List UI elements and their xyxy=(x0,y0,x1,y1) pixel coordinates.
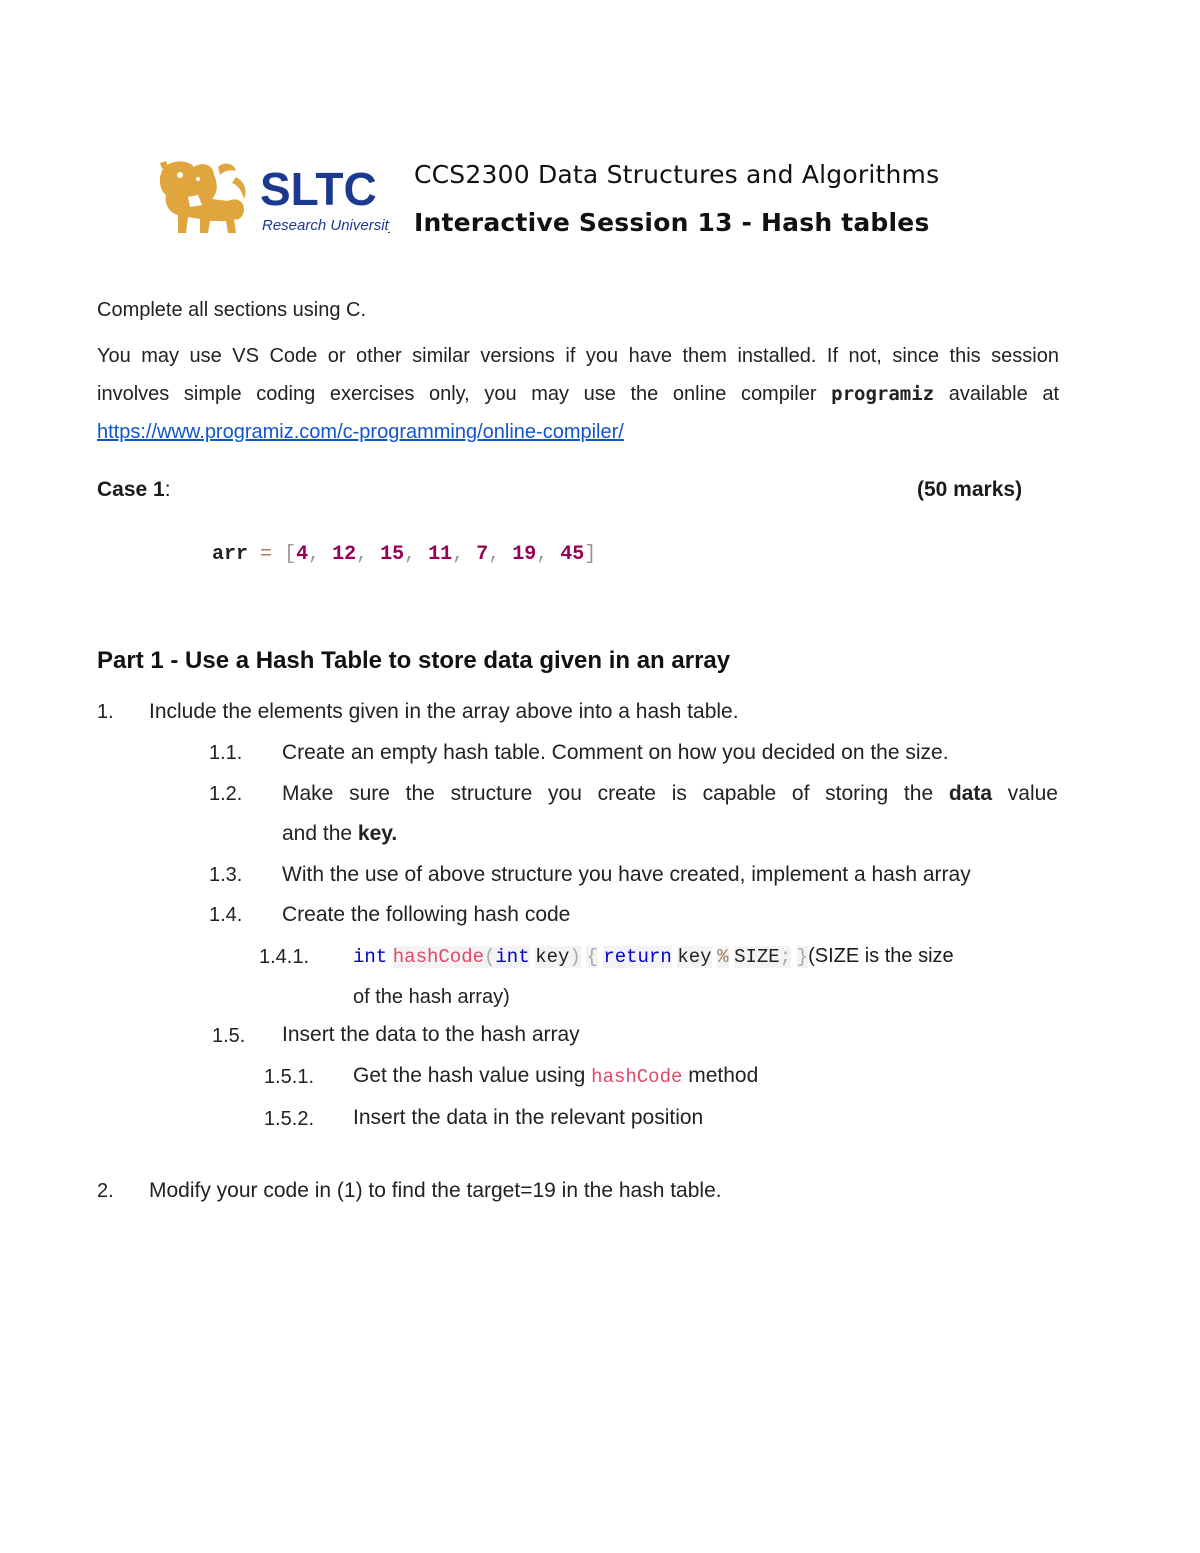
list-item-text-continued xyxy=(282,822,397,846)
array-value: 19 xyxy=(512,543,537,566)
code-token: hashCode xyxy=(392,946,484,968)
case-heading xyxy=(97,478,171,502)
list-number: 1.4.1. xyxy=(259,946,310,968)
logo-text: SLTC xyxy=(260,163,377,215)
intro-text: involves simple coding exercises only, you may use the online compiler xyxy=(97,383,817,405)
list-number: 1.5.1. xyxy=(264,1066,315,1088)
list-item-text: Modify your code in (1) to find the target=19 in the hash table. xyxy=(149,1179,722,1202)
code-token: % xyxy=(717,946,729,968)
course-title: CCS2300 Data Structures and Algorithms xyxy=(414,160,940,189)
lion-emblem-icon xyxy=(158,157,390,239)
list-number: 1.1. xyxy=(209,742,243,764)
intro-paragraph-line-1: You may use VS Code or other similar versions if you have them installed. If not, since this session xyxy=(97,345,1059,367)
code-token: ( xyxy=(484,946,496,968)
list-number: 1. xyxy=(97,701,114,723)
code-token: { xyxy=(586,946,598,968)
list-number: 1.2. xyxy=(209,783,243,805)
hashcode-code-line xyxy=(353,945,954,968)
item-text: method xyxy=(688,1064,759,1087)
list-item-text: Insert the data in the relevant position xyxy=(353,1106,704,1129)
list-number: 1.3. xyxy=(209,864,243,886)
list-item-text: Create the following hash code xyxy=(282,903,571,926)
code-token: SIZE xyxy=(734,946,780,968)
array-value: 11 xyxy=(428,543,453,566)
sltc-logo xyxy=(158,157,390,239)
item-bold-word: data xyxy=(948,782,993,805)
array-value: 4 xyxy=(296,543,309,566)
list-number: 1.5. xyxy=(212,1025,246,1047)
session-title: Interactive Session 13 - Hash tables xyxy=(414,208,930,237)
array-value: 15 xyxy=(380,543,405,566)
intro-text-end: available at xyxy=(948,383,1060,405)
list-item-text: Insert the data to the hash array xyxy=(282,1023,580,1046)
intro-paragraph-line-2 xyxy=(97,383,1059,406)
list-item-text: With the use of above structure you have created, implement a hash array xyxy=(282,863,971,886)
array-value: 45 xyxy=(560,543,585,566)
code-token: int xyxy=(353,946,388,968)
code-token: ; xyxy=(779,946,792,968)
compiler-link[interactable]: https://www.programiz.com/c-programming/online-compiler/ xyxy=(97,421,624,443)
programiz-name: programiz xyxy=(831,383,935,405)
list-item-text-continued: of the hash array) xyxy=(353,986,510,1008)
code-token: key xyxy=(535,946,570,968)
array-value: 7 xyxy=(476,543,489,566)
item-text: (SIZE is the size xyxy=(808,945,954,967)
item-text: Get the hash value using xyxy=(353,1064,586,1087)
array-value: 12 xyxy=(332,543,357,566)
item-text: and the xyxy=(282,822,353,845)
list-item-text xyxy=(353,1064,758,1088)
case-marks: (50 marks) xyxy=(917,478,1023,501)
list-item-text: Create an empty hash table. Comment on how you decided on the size. xyxy=(282,741,949,764)
list-number: 2. xyxy=(97,1180,114,1202)
list-item-text: Include the elements given in the array above into a hash table. xyxy=(149,700,739,723)
item-text: Make sure the structure you create is capable of storing the xyxy=(282,782,934,805)
item-text: value xyxy=(1007,782,1058,805)
list-number: 1.5.2. xyxy=(264,1108,315,1130)
array-equals: = xyxy=(260,543,273,566)
list-item-text xyxy=(282,782,1058,806)
code-token: ) xyxy=(569,946,581,968)
item-bold-word: key. xyxy=(357,822,398,845)
code-token: return xyxy=(603,946,672,968)
code-token: hashCode xyxy=(591,1066,683,1088)
part1-title: Part 1 - Use a Hash Table to store data given in an array xyxy=(97,647,731,674)
code-token: key xyxy=(677,946,712,968)
array-name: arr xyxy=(212,543,249,566)
list-number: 1.4. xyxy=(209,904,243,926)
code-token: int xyxy=(495,946,530,968)
code-token: } xyxy=(796,946,809,968)
intro-line: Complete all sections using C. xyxy=(97,299,367,321)
array-code: arr = [4, 12, 15, 11, 7, 19, 45] xyxy=(212,543,597,566)
logo-subtext: Research University xyxy=(262,217,390,234)
case-colon: : xyxy=(164,478,171,501)
case-label: Case 1 xyxy=(97,478,165,501)
